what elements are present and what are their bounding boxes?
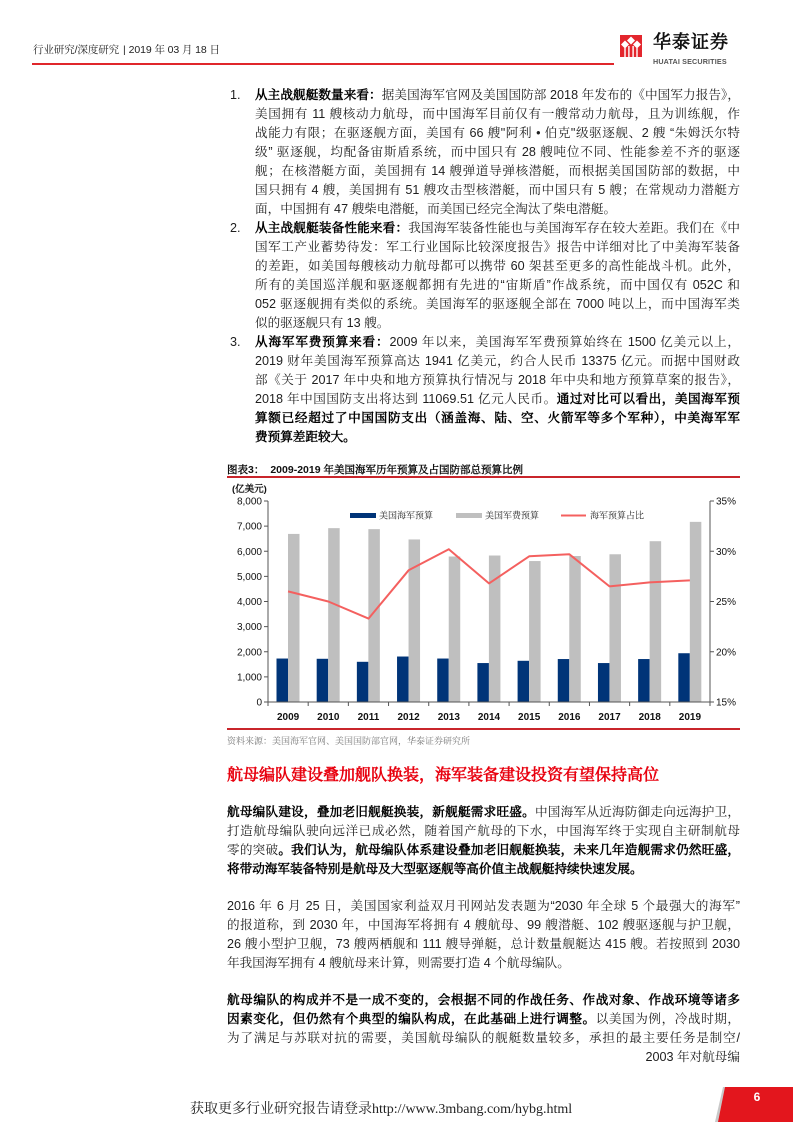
body-text: 级” 驱逐舰，均配备宙斯盾系统，而中国只有 28 艘吨位不同、性能参差不齐的驱逐 (255, 145, 740, 159)
y-tick-label-left: 7,000 (236, 521, 262, 533)
bar-navy-budget-2010 (317, 659, 329, 702)
body-text: 面，中国拥有 47 艘柴电潜艇，而美国已经完全淘汰了柴电潜艇。 (255, 202, 617, 216)
body-text: 的报道称，到 2030 年，中国海军将拥有 4 艘航母、99 艘潜艇、102 艘驱逐舰与护卫舰， (227, 918, 740, 932)
list-item (230, 86, 740, 219)
x-tick-label: 2013 (437, 712, 460, 723)
list-item-number: 1. (230, 88, 241, 102)
text-line (255, 105, 740, 124)
text-line (227, 822, 740, 841)
text-line (255, 390, 740, 409)
emphasized-text: 费预算差距较大。 (255, 430, 356, 444)
bar-navy-budget-2014 (477, 663, 489, 702)
emphasized-text: 因素变化，但仍然有个典型的编队构成，在此基础上进行调整。 (227, 1012, 596, 1026)
report-category: 行业研究/深度研究 (33, 44, 120, 56)
x-tick-label: 2012 (397, 712, 420, 723)
page-number: 6 (753, 1090, 761, 1104)
paragraph (227, 803, 740, 879)
x-tick-label: 2015 (518, 712, 541, 723)
paragraph (227, 991, 740, 1067)
body-text: 年我国海军拥有 4 艘航母来计算，则需要打造 4 个航母编队。 (227, 956, 570, 970)
body-text: 2003 年对航母编 (645, 1050, 740, 1064)
bar-navy-budget-2018 (638, 659, 650, 702)
bar-defense-budget-2017 (609, 554, 621, 702)
body-text: 所有的美国巡洋舰和驱逐舰都拥有先进的“宙斯盾”作战系统，而中国仅有 052C 和 (255, 278, 740, 292)
y-tick-label-left: 4,000 (236, 597, 262, 608)
y-tick-label-left: 1,000 (236, 672, 262, 684)
list-item-text (255, 86, 740, 219)
x-tick-label: 2010 (317, 712, 340, 723)
brand-name-cn: 华泰证券 (653, 32, 729, 52)
body-text: 2009 年以来，美国海军军费预算始终在 1500 亿美元以上， (389, 335, 741, 349)
footer-promo-link[interactable]: 获取更多行业研究报告请登录http://www.3mbang.com/hybg.html (190, 1102, 573, 1117)
text-line (227, 1048, 740, 1067)
y-tick-label-left: 2,000 (236, 647, 262, 659)
bar-navy-budget-2017 (598, 663, 610, 702)
list-item-text (255, 333, 740, 447)
bar-navy-budget-2009 (277, 659, 289, 702)
text-line (255, 181, 740, 200)
y-tick-label-left: 8,000 (236, 496, 262, 508)
x-tick-label: 2016 (558, 712, 581, 723)
y-tick-label-left: 3,000 (236, 622, 262, 634)
body-text: 国军工产业蓄势待发：军工行业国际比较深度报告》报告中详细对比了中美海军装备 (255, 240, 740, 254)
bar-defense-budget-2013 (449, 557, 461, 702)
y-tick-label-left: 5,000 (236, 571, 262, 583)
list-item (230, 333, 740, 447)
y-tick-label-left: 6,000 (236, 546, 262, 558)
text-line (255, 333, 740, 352)
x-tick-label: 2017 (598, 712, 621, 723)
legend-label-navy-budget: 美国海军预算 (379, 510, 434, 521)
body-text: 部《关于 2017 年中央和地方预算执行情况与 2018 年中央和地方预算草案的报告》， (255, 373, 740, 387)
x-tick-label: 2011 (357, 712, 380, 723)
bar-navy-budget-2016 (558, 659, 570, 702)
emphasized-text: 从主战舰艇装备性能来看： (255, 221, 409, 235)
body-text: 美国拥有 11 艘核动力航母，而中国海军目前仅有一艘常动力航母，且为训练舰，作 (255, 107, 740, 121)
list-item-number: 3. (230, 335, 241, 349)
body-text: 的差距，如美国每艘核动力航母都可以携带 60 架甚至更多的高性能战斗机。此外， (255, 259, 740, 273)
legend-swatch-defense-budget (456, 513, 482, 518)
figure-source: 资料来源：美国海军官网、美国国防部官网，华泰证券研究所 (227, 736, 471, 746)
bar-navy-budget-2019 (678, 653, 690, 702)
y-tick-label-left: 0 (256, 697, 262, 709)
section-heading: 航母编队建设叠加舰队换装，海军装备建设投资有望保持高位 (227, 767, 660, 784)
report-date: 2019 年 03 月 18 日 (128, 44, 220, 56)
y-tick-label-right: 35% (716, 496, 737, 508)
body-text: 似的驱逐舰只有 13 艘。 (255, 316, 390, 330)
text-line (227, 954, 740, 973)
text-line (255, 257, 740, 276)
text-line (255, 352, 740, 371)
body-text: 战能力有限；在驱逐舰方面，美国有 66 艘"阿利 • 伯克"级驱逐舰、2 艘 “朱姆沃尔特 (255, 126, 740, 140)
text-line (227, 991, 740, 1010)
text-line (227, 935, 740, 954)
body-text: 我国海军装备性能也与美国海军存在较大差距。我们在《中 (408, 221, 741, 235)
emphasized-text: 从主战舰艇数量来看： (255, 88, 382, 102)
body-text: 2016 年 6 月 25 日，美国国家利益双月刊网站发表题为“2030 年全球 5 个最强大的海军” (227, 899, 740, 913)
x-tick-label: 2014 (477, 712, 501, 723)
text-line (255, 162, 740, 181)
body-text: 2019 财年美国海军预算高达 1941 亿美元，约合人民币 13375 亿元。而据中国财政 (255, 354, 740, 368)
body-text: 26 艘小型护卫舰，73 艘两栖舰和 111 艘导弹艇，总计数量舰艇达 415 艘。若按照到 2030 (227, 937, 740, 951)
text-line (227, 916, 740, 935)
header-rule (32, 63, 614, 65)
emphasized-text: 。我们认为，航母编队体系建设叠加老旧舰艇换装，未来几年造舰需求仍然旺盛， (278, 843, 741, 857)
list-item (230, 219, 740, 333)
emphasized-text: 将带动海军装备特别是航母及大型驱逐舰等高价值主战舰艇持续快速发展。 (227, 862, 643, 876)
text-line (227, 1010, 740, 1029)
figure-caption: 2009-2019 年美国海军历年预算及占国防部总预算比例 (270, 464, 523, 476)
y-axis-unit-label: (亿美元) (232, 484, 267, 495)
emphasized-text: 航母编队建设，叠加老旧舰艇换装，新舰艇需求旺盛。 (227, 805, 535, 819)
text-line (255, 371, 740, 390)
budget-chart (220, 480, 750, 730)
body-text: 中国海军从近海防御走向远海护卫， (534, 805, 741, 819)
paragraph (227, 897, 740, 973)
y-tick-label-right: 15% (716, 697, 737, 709)
figure-bottom-rule (227, 728, 740, 730)
text-line (255, 219, 740, 238)
emphasized-text: 航母编队的构成并不是一成不变的，会根据不同的作战任务、作战对象、作战环境等诸多 (227, 993, 740, 1007)
x-tick-label: 2009 (276, 712, 300, 723)
list-item-text (255, 219, 740, 333)
report-header (33, 42, 220, 58)
text-line (255, 124, 740, 143)
body-text: 舰；在核潜艇方面，美国拥有 14 艘弹道导弹核潜艇，而根据美国国防部的数据，中 (255, 164, 740, 178)
bar-defense-budget-2010 (328, 528, 340, 702)
text-line (255, 143, 740, 162)
text-line (227, 803, 740, 822)
text-line (255, 86, 740, 105)
x-tick-label: 2019 (678, 712, 702, 723)
huatai-logo-icon (620, 35, 642, 57)
section-body (227, 803, 740, 1085)
body-text: 国只拥有 4 艘，美国拥有 51 艘攻击型核潜艇，而中国只有 5 艘；在常规动力潜艇方 (255, 183, 740, 197)
body-text: 以美国为例，冷战时期， (595, 1012, 741, 1026)
header-separator: | (123, 44, 126, 56)
legend-label-defense-budget: 美国军费预算 (485, 510, 540, 521)
text-line (255, 238, 740, 257)
bar-defense-budget-2009 (288, 534, 300, 702)
bar-defense-budget-2019 (690, 522, 702, 702)
emphasized-text: 从海军军费预算来看： (255, 335, 390, 349)
legend-label-ratio: 海军预算占比 (590, 510, 645, 521)
bar-navy-budget-2011 (357, 662, 369, 702)
list-item-number: 2. (230, 221, 241, 235)
body-text: 为了满足与苏联对抗的需要，美国航母编队的舰艇数量较多，承担的最主要任务是制空/ (227, 1031, 740, 1045)
body-text: 零的突破 (227, 843, 279, 857)
brand-name-en: HUATAI SECURITIES (653, 57, 727, 66)
emphasized-text: 通过对比可以看出，美国海军预 (556, 392, 741, 406)
emphasized-text: 算额已经超过了中国国防支出（涵盖海、陆、空、火箭军等多个军种），中美海军军 (255, 411, 740, 425)
bar-navy-budget-2012 (397, 657, 409, 702)
figure-title (227, 463, 523, 477)
y-tick-label-right: 20% (716, 647, 737, 659)
bar-defense-budget-2018 (650, 541, 662, 702)
bar-defense-budget-2015 (529, 561, 541, 702)
y-tick-label-right: 25% (716, 597, 737, 608)
text-line (227, 897, 740, 916)
text-line (227, 841, 740, 860)
body-text: 052 驱逐舰拥有类似的系统。美国海军的驱逐舰全部在 7000 吨以上，而中国海军类 (255, 297, 740, 311)
text-line (227, 860, 740, 879)
figure-top-rule (227, 476, 740, 478)
body-text: 打造航母编队驶向远洋已成必然，随着国产航母的下水，中国海军终于实现自主研制航母 (227, 824, 740, 838)
legend-swatch-navy-budget (350, 513, 376, 518)
y-tick-label-right: 30% (716, 546, 737, 558)
bar-navy-budget-2015 (518, 661, 530, 702)
body-text: 2018 年中国国防支出将达到 11069.51 亿元人民币。 (255, 392, 557, 406)
text-line (255, 314, 740, 333)
findings-list (230, 86, 740, 447)
figure-label: 图表3： (227, 464, 265, 476)
body-text: 据美国海军官网及美国国防部 2018 年发布的《中国军力报告》， (381, 88, 741, 102)
text-line (255, 200, 740, 219)
text-line (255, 409, 740, 428)
x-tick-label: 2018 (638, 712, 661, 723)
text-line (255, 295, 740, 314)
bar-defense-budget-2012 (409, 539, 421, 702)
text-line (255, 428, 740, 447)
text-line (255, 276, 740, 295)
text-line (227, 1029, 740, 1048)
bar-defense-budget-2016 (569, 556, 581, 702)
bar-navy-budget-2013 (437, 659, 449, 702)
